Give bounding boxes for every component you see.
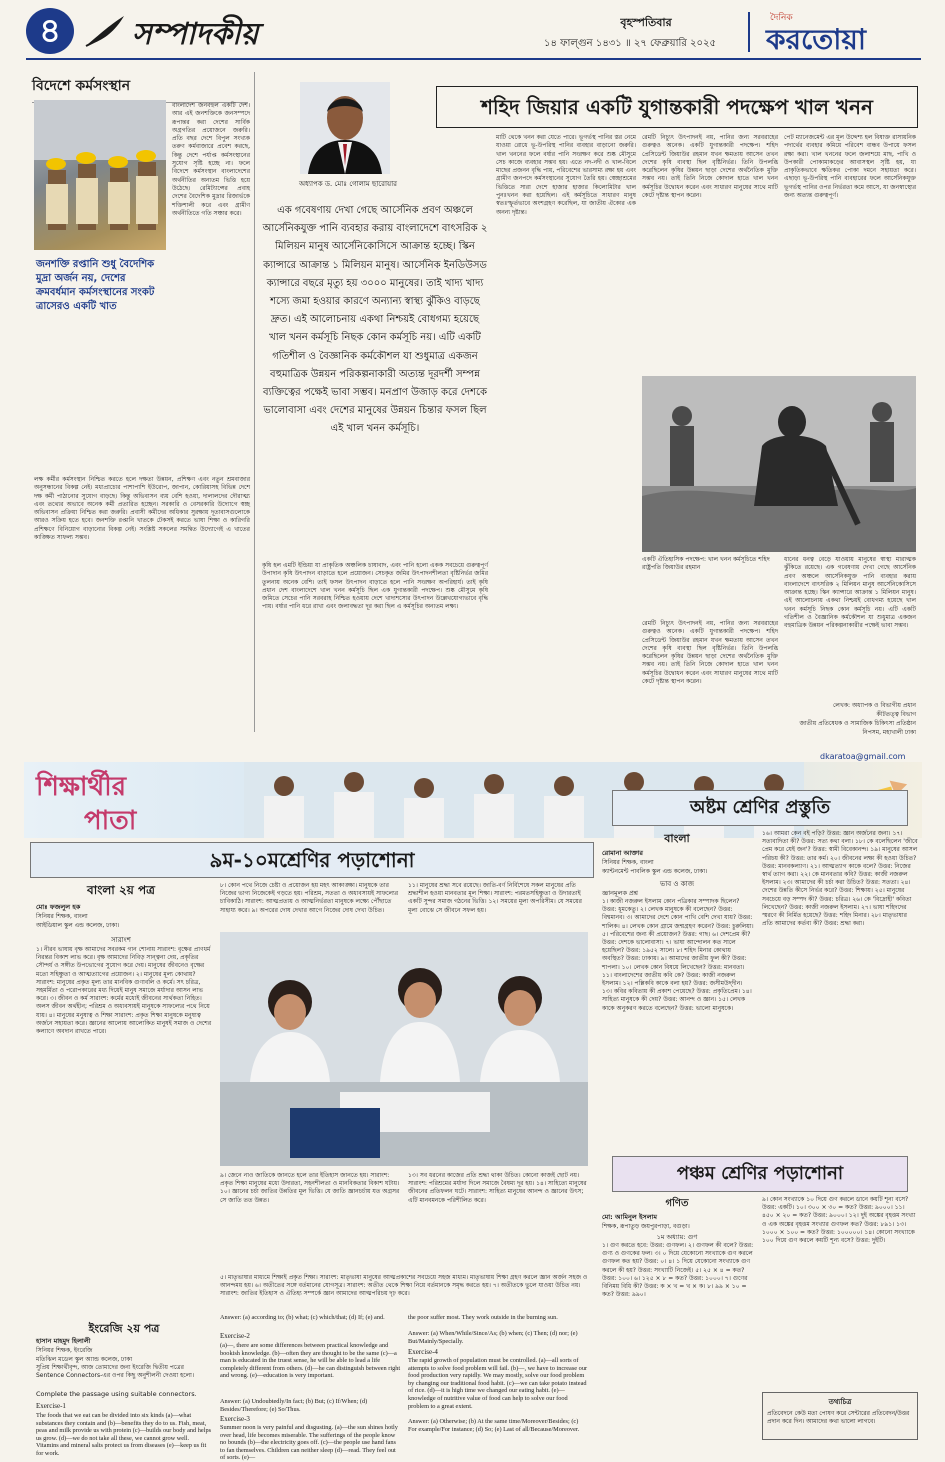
- english-intro: সুপ্রিয় শিক্ষার্থীবৃন্দ, আজ তোমাদের জন্য ইংরেজি দ্বিতীয় পত্রের Sentence Connectors-এর ওপর কিছু অনুশীলনী দেওয়া হলো।: [36, 1364, 195, 1380]
- exercise3-cont: the poor suffer most. They work outside in the burning sun.: [408, 1314, 558, 1321]
- grade8-section: [598, 790, 920, 1150]
- english-teacher-school: মতিঝিল মডেল স্কুল অ্যান্ড কলেজ, ঢাকা: [36, 1356, 133, 1363]
- grade5-chapter: ১ম অধ্যায়: গুণ: [656, 1233, 698, 1241]
- grade5-section: [598, 1156, 920, 1442]
- grade8-teacher-name: রোমানা আক্তার: [602, 849, 643, 857]
- exercise4-text: The rapid growth of population must be controlled. (a)—all sorts of attempts to solve food problem will fail. (b)—, we have to increase our food production very rapidly. We may mostly, solve our food problem by changing our traditional food habit. (c)—we can take potato instead of rice. (d)—it is high time we changed our eating habit. (e)—knowledge of nutritive value of food can help to solve our food problem to a great extent.: [408, 1357, 588, 1410]
- canal-digging-photo: [642, 376, 916, 552]
- author-bio-2: কীটতত্ত্ব বিভাগ: [876, 711, 916, 718]
- grade9-column-d-visible: ৫। মাতৃভাষার মাধ্যমে শিক্ষাই প্রকৃত শিক্ষা। সারাংশ: মাতৃভাষা মানুষের আত্মপ্রকাশের সবচেয়ে সহজ মাধ্যম। মাতৃভাষায় শিক্ষা গ্রহণ করলে জ্ঞান অর্জন সহজ ও আনন্দময় হয়। ৬। অতীতের সঙ্গে বর্তমানের যোগসূত্র। সারাংশ: অতীত থেকে শিক্ষা নিয়ে বর্তমানকে সমৃদ্ধ করতে হয়। ৭। অতীতকে ভুলে যাওয়া উচিত নয়। সারাংশ: জাতির ইতিহাস ও ঐতিহ্য সম্পর্কে জ্ঞান আমাদের আত্মপরিচয় দৃঢ় করে।: [220, 1274, 588, 1298]
- exercise3-answer: Answer: (a) When/While/Since/As; (b) when; (c) Then; (d) nor; (e) But/Mainly/Specially.: [408, 1330, 578, 1345]
- english-title: ইংরেজি ২য় পত্র: [88, 1322, 160, 1335]
- grade8-teacher-role: সিনিয়র শিক্ষক, বাংলা: [602, 859, 654, 866]
- masthead: [0, 0, 945, 66]
- grade8-column-left: ১। কাজী নজরুল ইসলাম কোন পত্রিকার সম্পাদক ছিলেন? উত্তর: ধূমকেতু। ২। লেখক মানুষকে কী বলেছেন? উত্তর: বিশ্বমানব। ৩। আমাদের দেশে কোন পাখি বেশি দেখা যায়? উত্তর: শালিক। ৪। লেখক কোন গ্রামে জন্মগ্রহণ করেন? উত্তর: চুরুলিয়া। ৫। পরিবেশের জন্য কী প্রয়োজন? উত্তর: গাছ। ৬। দেশপ্রেম কী? উত্তর: দেশকে ভালোবাসা। ৭। ভাষা আন্দোলন কত সালে হয়েছিল? উত্তর: ১৯৫২ সালে। ৮। শহিদ মিনার কোথায় অবস্থিত? উত্তর: ঢাকায়। ৯। আমাদের জাতীয় ফুল কী? উত্তর: শাপলা। ১০। লেখক কোন বিষয়ে লিখেছেন? উত্তর: মানবতা। ১১। বাংলাদেশের জাতীয় কবি কে? উত্তর: কাজী নজরুল ইসলাম। ১২। পল্লিকবি কাকে বলা হয়? উত্তর: জসীমউদ্‌দীন। ১৩। কবির কবিতায় কী প্রকাশ পেয়েছে? উত্তর: প্রকৃতিপ্রেম। ১৪। সাহিত্য মানুষকে কী দেয়? উত্তর: আনন্দ ও জ্ঞান। ১৫। লেখক কাকে অনুকরণ করতে বলেছেন? উত্তর: ভালো মানুষকে।: [602, 898, 754, 1012]
- summary-label: সারাংশ: [111, 936, 131, 944]
- grade8-chapter: ভাব ও কাজ: [660, 880, 694, 888]
- canal-photo-caption: একটি ঐতিহাসিক পদক্ষেপ: খাল খনন কর্মসূচিতে শহিদ রাষ্ট্রপতি জিয়াউর রহমান: [642, 556, 770, 571]
- grade5-subject: গণিত: [665, 1198, 689, 1209]
- grade9-column-f: ১৩। সব ধরনের কাজের প্রতি শ্রদ্ধা থাকা উচিত। কোনো কাজই ছোট নয়। সারাংশ: পরিশ্রমের মর্যাদা দিলে সমাজে বৈষম্য দূর হয়। ১৪। সাহিত্যে মানুষের জীবনের প্রতিফলন ঘটে। সারাংশ: সাহিত্য মানুষের আনন্দ ও জ্ঞানের উৎস; এটি মানবমনকে পরিশীলিত করে।: [408, 1172, 587, 1204]
- english-teacher-role: সিনিয়র শিক্ষক, ইংরেজি: [36, 1347, 93, 1354]
- editorial-title: বিদেশে কর্মসংস্থান: [32, 74, 248, 103]
- grade9-heading: ৯ম-১০মশ্রেণির পড়াশোনা: [30, 842, 594, 878]
- grade5-heading: পঞ্চম শ্রেণির পড়াশোনা: [612, 1156, 908, 1192]
- grade9-teacher-role: সিনিয়র শিক্ষক, বাংলা: [36, 913, 88, 920]
- author-bio-1: লেখক: অধ্যাপক ও বিভাগীয় প্রধান: [832, 702, 916, 709]
- banner-title-line1: শিক্ষার্থীর: [36, 772, 127, 802]
- main-column-3: রেমটি নিচ্যুৎ উৎপাদনই নয়, পানির জন্য সরবরাহের গুরুত্বও অনেক। একটি যুগান্তকারী পদক্ষেপ। শহিদ প্রেসিডেন্ট জিয়াউর রহমান যখন ক্ষমতায় আসেন তখন দেশের কৃষি ব্যবস্থা ছিল বৃষ্টিনির্ভর। তিনি উপলব্ধি করেছিলেন কৃষির উন্নয়ন ছাড়া দেশের অর্থনৈতিক মুক্তি সম্ভব নয়। তাই তিনি নিজে কোদাল হাতে খাল খনন কর্মসূচির উদ্বোধন করেন এবং সাধারণ মানুষের সাথে মাটি কেটে দৃষ্টান্ত স্থাপন করেন।: [642, 134, 778, 200]
- author-photo: [300, 82, 390, 174]
- exercise3-title: Exercise-3: [220, 1415, 250, 1423]
- footer-title: তথ্যচিত্র: [828, 1398, 852, 1406]
- exercise3-text: Summer noon is very painful and disgusting. (a)—the sun shines hotly over head, life becomes miserable. The sufferings of the people know no bounds (b)—the electricity goes off. (c)—the people use hand fans to fan themselves. Children can neither sleep (d)—read. They feel out of sorts. (e)—: [220, 1424, 398, 1462]
- grade9-teacher-name: মোঃ ফজলুল হক: [36, 903, 81, 911]
- grade5-footer-box: [762, 1392, 918, 1440]
- editorial-pull-quote: জনশক্তি রপ্তানি শুধু বৈদেশিক মুদ্রা অর্জন নয়, দেশের ক্রমবর্ধমান কর্মসংস্থানের সংকট ত্রাসেরও একটি খাত: [36, 259, 155, 312]
- grade8-teacher-school: ক্যান্টনমেন্ট পাবলিক স্কুল এন্ড কলেজ, ঢাকা।: [602, 868, 708, 875]
- grade9-subject-title: বাংলা ২য় পত্র: [87, 883, 155, 897]
- banner-title-line2: পাতা: [84, 806, 137, 836]
- main-column-3b: রেমটি নিচ্যুৎ উৎপাদনই নয়, পানির জন্য সরবরাহের গুরুত্বও অনেক। একটি যুগান্তকারী পদক্ষেপ। শহিদ প্রেসিডেন্ট জিয়াউর রহমান যখন ক্ষমতায় আসেন তখন দেশের কৃষি ব্যবস্থা ছিল বৃষ্টিনির্ভর। তিনি উপলব্ধি করেছিলেন কৃষির উন্নয়ন ছাড়া দেশের অর্থনৈতিক মুক্তি সম্ভব নয়। তাই তিনি নিজে কোদাল হাতে খাল খনন কর্মসূচির উদ্বোধন করেন এবং সাধারণ মানুষের সাথে মাটি কেটে দৃষ্টান্ত স্থাপন করেন।: [642, 620, 778, 686]
- grade8-column-right: ১৬। আমরা কেন বই পড়ি? উত্তর: জ্ঞান অর্জনের জন্য। ১৭। সত্যবাদিতা কী? উত্তর: সত্য কথা বলা। ১৮। কে বলেছিলেন 'জীবে প্রেম করে যেই জন'? উত্তর: স্বামী বিবেকানন্দ। ১৯। মানুষের আসল পরিচয় কী? উত্তর: তার কর্ম। ২০। জীবনের লক্ষ্য কী হওয়া উচিত? উত্তর: মানবকল্যাণ। ২১। আত্মত্যাগ কাকে বলে? উত্তর: নিজের স্বার্থ ত্যাগ করা। ২২। কে মানবতার কবি? উত্তর: কাজী নজরুল ইসলাম। ২৩। আমাদের কী চর্চা করা উচিত? উত্তর: সততা। ২৪। দেশের উন্নতি কীসে নির্ভর করে? উত্তর: শিক্ষায়। ২৫। মানুষের সবচেয়ে বড় সম্পদ কী? উত্তর: চরিত্র। ২৬। কে 'বিদ্রোহী' কবিতা লিখেছেন? উত্তর: কাজী নজরুল ইসলাম। ২৭। ভাষা শহিদদের স্মরণে কী নির্মিত হয়েছে? উত্তর: শহিদ মিনার। ২৮। মাতৃভাষার প্রতি আমাদের কর্তব্য কী? উত্তর: শ্রদ্ধা করা।: [762, 830, 918, 928]
- grade9-column-a: ১। নীরব ভাষায় বৃক্ষ আমাদের সবরকম গান শোনায় সারাংশ: বৃক্ষের প্রাণধর্ম নিরন্তর বিকাশ লাভ করে। বৃক্ষ আমাদের নিবিড় সান্ত্বনা দেয়, প্রকৃতির সৌন্দর্য ও সঙ্গীত উপভোগের সুযোগ করে দেয়। মানুষের জীবনেও বৃক্ষের মতো সহিষ্ণুতা ও আত্মত্যাগের প্রয়োজন। ২। মানুষের মূল্য কোথায়? সারাংশ: মানুষের প্রকৃত মূল্য তার মানবিক গুণাবলি ও কর্মে। সৎ চরিত্র, সহমর্মিতা ও পরোপকারের মধ্য দিয়েই মানুষ সমাজে মর্যাদার আসন লাভ করে। ৩। জীবন ও কর্ম সারাংশ: কর্মের মধ্যেই জীবনের সার্থকতা নিহিত। অলস জীবন অর্থহীন; পরিশ্রম ও অধ্যবসায়ই মানুষকে সাফল্যের পথে নিয়ে যায়। ৪। মানুষের মনুষ্যত্ব ও শিক্ষা সারাংশ: প্রকৃত শিক্ষা মানুষকে মনুষ্যত্ব অর্জনে সহায়তা করে। জ্ঞানের আলোয় আলোকিত মানুষই সমাজ ও দেশের কল্যাণে অবদান রাখতে পারে।: [36, 946, 212, 1036]
- english-teacher-name: হাসান মাহমুদ হিলালী: [36, 1337, 91, 1345]
- grade5-column-left: ১। গুণ করতে হবে: উত্তর: গুণফল। ২। গুণফল কী বলে? উত্তর: গুণ্য ও গুণকের ফল। ৩। ০ দিয়ে যেকোনো সংখ্যাকে গুণ করলে গুণফল কত হয়? উত্তর: ০। ৪। ১ দিয়ে যেকোনো সংখ্যাকে গুণ করলে কী হয়? উত্তর: সংখ্যাটি নিজেই। ৫। ২৫ × ৪ = কত? উত্তর: ১০০। ৬। ১২৫ × ৮ = কত? উত্তর: ১০০০। ৭। গুণের বিনিময় বিধি কী? উত্তর: ক × খ = খ × ক। ৮। ৯৯ × ১০ = কত? উত্তর: ৯৯০।: [602, 1242, 754, 1299]
- grade9-section: [30, 842, 592, 1462]
- grade9-column-c: ১১। মানুষের শ্রদ্ধা সবে রয়েছে। জাতি-বর্ণ নির্বিশেষে সকল মানুষের প্রতি শ্রদ্ধাশীল হওয়া মানবতার মূল শিক্ষা। সারাংশ: পরমতসহিষ্ণুতা ও উদারতাই একটি সুন্দর সমাজ গঠনের ভিত্তি। ১২। সময়ের মূল্য অপরিসীম। যে সময়ের মূল্য বোঝে সে জীবনে সফল হয়।: [408, 882, 582, 914]
- main-pull-quote: এক গবেষণায় দেখা গেছে আর্সেনিক প্রবণ অঞ্চলে আর্সেনিকযুক্ত পানি ব্যবহার করায় বাংলাদেশে বাৎসরিক ২ মিলিয়ন মানুষ আর্সেনিকোসিসে আক্রান্ত হচ্ছে। স্কিন ক্যান্সারে আক্রান্ত ১ মিলিয়ন মানুষ। আর্সেনিক ইনডিউসড ক্যান্সারে বছরে মৃত্যু হয় ৩০০০ মানুষের। তাই খাদ্য খাদ্য শস্যে জমা হওয়ার কারণে অন্যান্য স্বাস্থ্য ঝুঁকিও বাড়ছে দ্রুত। এই আলোচনায় একথা নিশ্চয়ই বোধগম্য হয়েছে খাল খনন কর্মসূচি নিছক কোন কর্মসূচি নয়। এটি একটি গতিশীল ও বৈজ্ঞানিক কর্মকৌশল যা শুধুমাত্র একজন বহুমাত্রিক উন্নয়ন পরিকল্পনাকারী অত্যন্ত দূরদর্শী সম্পন্ন ব্যক্তিত্বের পক্ষেই ভাবা সম্ভব। মনপ্রাণ উজাড় করে দেশকে ভালোবাসা এবং দেশের মানুষের উন্নয়ন চিন্তার ফসল ছিল এই খাল খনন কর্মসূচি।: [262, 205, 488, 435]
- main-headline: শহিদ জিয়ার একটি যুগান্তকারী পদক্ষেপ খাল খনন: [436, 86, 918, 128]
- grade5-teacher-role: শিক্ষক, রূপাতুড় জয়পুরপাড়া, বগুড়া।: [602, 1223, 690, 1230]
- grade5-teacher-name: মো: আমিনুল ইসলাম: [602, 1213, 658, 1221]
- exercise2-text: (a)—, there are some differences between practical knowledge and bookish knowledge. (b)—often they are thought to be the same (c)—a man is educated in the truest sense, he will be able to lead a life completely different from others. (d)—he can distinguish between right and wrong. (e)—education is very important.: [220, 1342, 401, 1380]
- paper-name: করতোয়া: [766, 23, 866, 56]
- grade5-column-right: ৯। কোন সংখ্যাকে ১০ দিয়ে গুণ করলে ডানে কয়টি শূন্য বসে? উত্তর: একটি। ১০। ৩০০ × ৩০ = কত? উত্তর: ৯০০০। ১১। ৪৫০ × ২০ = কত? উত্তর: ৯০০০। ১২। দুই অঙ্কের বৃহত্তম সংখ্যা ও এক অঙ্কের বৃহত্তম সংখ্যার গুণফল কত? উত্তর: ৮৯১। ১৩। ১০০০ × ১০০ = কত? উত্তর: ১০০০০০। ১৪। কোনো সংখ্যাকে ১০০ দিয়ে গুণ করলে কয়টি শূন্য বসে? উত্তর: দুইটি।: [762, 1196, 916, 1245]
- main-column-1: কৃষি হল এমটি ইন্ডিয়া যা প্রাকৃতিক অঞ্চলিক চাষাবাদ, এবং পানি হলো একক সবচেয়ে গুরুত্বপূর্ণ উপাদান কৃষি উৎপাদন বাড়াতে হলে প্রয়োজন। সেচকৃত জমির উৎপাদনশীলতা বৃষ্টিনির্ভর জমির তুলনায় অনেক বেশি। তাই ফসল উৎপাদন বাড়াতে হলে পানি সংরক্ষণ অপরিহার্য। তাই কৃষি প্রধান দেশ বাংলাদেশে খাল খনন কর্মসূচি ছিল এক যুগান্তকারী পদক্ষেপ। শুষ্ক মৌসুমে কৃষি জমিতে সেচের পানি সরবরাহ নিশ্চিত হওয়ায় দেশে খাদ্যশস্যের উৎপাদন উল্লেখযোগ্যভাবে বৃদ্ধি পায়। বর্ষার পানি ধরে রাখা এবং জলাবদ্ধতা দূর করা ছিল এ কর্মসূচির অন্যতম লক্ষ্য।: [262, 562, 488, 611]
- editorial-body-top: বাংলাদেশ জনবহুল একটি দেশ। আর এই জনশক্তিকে জনসম্পদে রূপান্তর করা দেশের সার্বিক অগ্রগতির প্রয়োজনে জরুরি। প্রতি বছর দেশে বিপুল সংখ্যক তরুণ কর্মবাজারে প্রবেশ করছে, কিন্তু দেশে পর্যাপ্ত কর্মসংস্থানের সুযোগ সৃষ্টি হচ্ছে না। ফলে বিদেশে কর্মসংস্থান বাংলাদেশের অর্থনীতির অন্যতম ভিত্তি হয়ে উঠেছে। রেমিট্যান্সের প্রবাহ দেশের বৈদেশিক মুদ্রার রিজার্ভকে শক্তিশালী করে এবং গ্রামীণ অর্থনীতিতে গতি সঞ্চার করে।: [172, 102, 250, 217]
- author-bio-4: নিপসম, মহাখালী ঢাকা: [862, 729, 916, 736]
- complete-prompt: Complete the passage using suitable connectors.: [36, 1390, 197, 1398]
- grade9-column-e: ৯। জেনে নাও জাতিকে জানতে হলে তার ইতিহাস জানতে হয়। সারাংশ: প্রকৃত শিক্ষা মানুষের মধ্যে উদারতা, সহনশীলতা ও মানবিকতার বিকাশ ঘটায়। ১০। জ্ঞানের চর্চা জাতির উন্নতির মূল ভিত্তি। যে জাতি জ্ঞানচর্চায় যত অগ্রসর সে জাতি তত উন্নত।: [220, 1172, 400, 1204]
- day-label: বৃহস্পতিবার: [620, 16, 672, 29]
- exercise2-answer: Answer: (a) Undoubtedly/In fact; (b) But; (c) If/When; (d) Besides/Therefore; (e) So/Thus.: [220, 1398, 368, 1413]
- quill-icon: [84, 12, 128, 48]
- grade8-chapter-sub: জ্ঞানমূলক প্রশ্ন: [602, 889, 638, 897]
- page-number: ৪: [26, 8, 74, 54]
- exercise1-answer: Answer: (a) according to; (b) what; (c) which/that; (d) If; (e) and.: [220, 1314, 385, 1321]
- main-column-5: ধানের ধনত্ব বেড়ে যাওয়ায় মানুষের স্বাস্থ্য মারাত্মক ঝুঁকিতে রয়েছে। এক গবেষণায় দেখা গেছে আর্সেনিক প্রবণ অঞ্চলে আর্সেনিকযুক্ত পানি ব্যবহার করায় বাংলাদেশে বাৎসরিক ২ মিলিয়ন মানুষ আর্সেনিকোসিসে আক্রান্ত হচ্ছে। স্কিন ক্যান্সারে আক্রান্ত ১ মিলিয়ন মানুষ। এই আলোচনায় একথা নিশ্চয়ই বোধগম্য হয়েছে খাল খনন কর্মসূচি নিছক কোন কর্মসূচি নয়। এটি একটি গতিশীল ও বৈজ্ঞানিক কর্মকৌশল যা শুধুমাত্র একজন বহুমাত্রিক উন্নয়ন পরিকল্পনাকারীর পক্ষেই ভাবা সম্ভব।: [784, 556, 916, 630]
- email-label[interactable]: dkaratoa@gmail.com: [820, 752, 906, 761]
- exercise4-answer: Answer: (a) Otherwise; (b) At the same time/Moreover/Besides; (c) For example/For instance; (d) So; (e) Last of all/Because/Moreover.: [408, 1418, 580, 1433]
- masthead-divider: [748, 12, 750, 52]
- grade8-heading: অষ্টম শ্রেণির প্রস্তুতি: [612, 790, 908, 826]
- exercise1-title: Exercise-1: [36, 1402, 66, 1410]
- editorial-body-bottom: লক্ষ কর্মীর কর্মসংস্থান নিশ্চিত করতে হলে দক্ষতা উন্নয়ন, প্রশিক্ষণ এবং নতুন শ্রমবাজার অনুসন্ধানের বিকল্প নেই। মধ্যপ্রাচ্যের পাশাপাশি ইউরোপ, জাপান, কোরিয়াসহ বিভিন্ন দেশে দক্ষ কর্মী পাঠানোর সুযোগ বাড়ছে। কিন্তু অভিবাসন ব্যয় বেশি হওয়া, দালালদের দৌরাত্ম্য এবং তথ্যের অভাবে অনেক কর্মী প্রতারিত হচ্ছেন। সরকারি ও বেসরকারি উদ্যোগে স্বচ্ছ অভিবাসন প্রক্রিয়া নিশ্চিত করা জরুরি। প্রবাসী কর্মীদের অধিকার সুরক্ষায় দূতাবাসগুলোকে আরও সক্রিয় হতে হবে। জনশক্তি রপ্তানি খাতকে টেকসই করতে ভাষা শিক্ষা ও কারিগরি প্রশিক্ষণে বিনিয়োগ বাড়ানোর বিকল্প নেই। সংশ্লিষ্ট সকলের সমন্বিত উদ্যোগেই এ খাতের কাঙ্ক্ষিত সাফল্য সম্ভব।: [34, 476, 250, 542]
- students-classroom-photo: [220, 932, 588, 1166]
- main-column-2: মাটি থেকে খনন করা যেতে পারে। ভূগর্ভস্থ পানির স্তর নেমে যাওয়া রোধে ভূ-উপরিস্থ পানির ব্যবহার বাড়ানো জরুরি। খাল খননের ফলে বর্ষার পানি সংরক্ষণ করে শুষ্ক মৌসুমে সেচ কাজে ব্যবহার সম্ভব হয়। এতে নদ-নদী ও খাল-বিলে মাছের প্রজনন বৃদ্ধি পায়, পরিবেশের ভারসাম্য রক্ষা হয় এবং গ্রামীণ জনপদে কর্মসংস্থানের সুযোগ তৈরি হয়। স্বেচ্ছাশ্রমের ভিত্তিতে সারা দেশে হাজার হাজার কিলোমিটার খাল পুনঃখনন করা হয়েছিল। এই কর্মসূচিতে সাধারণ মানুষ স্বতঃস্ফূর্তভাবে অংশগ্রহণ করেছিল, যা জাতীয় ঐক্যের এক অনন্য দৃষ্টান্ত।: [496, 134, 636, 216]
- footer-text: প্রতিবেদনে কেউ মতা পোষণ করে সেন্টারের প্রতিবেদন/উত্তর প্রদান করে দিন। আমাদের কথা ভালো লাগবে।: [767, 1410, 910, 1425]
- main-column-4: পেট ম্যানেজমেন্ট এর মূল উদ্দেশ্য হল বিষাক্ত রাসায়নিক পদার্থের ব্যবহার কমিয়ে পরিবেশ বান্ধব উপায়ে ফসল রক্ষা করা। খাল খননের ফলে জলাশয়ে মাছ, পাখি ও উপকারী পোকামাকড়ের আবাসস্থল সৃষ্টি হয়, যা প্রাকৃতিকভাবে ক্ষতিকর পোকা দমনে সহায়তা করে। এছাড়া ভূ-উপরিস্থ পানি ব্যবহারের ফলে আর্সেনিকযুক্ত ভূগর্ভস্থ পানির ওপর নির্ভরতা কমে আসে, যা জনস্বাস্থ্যের জন্য অত্যন্ত গুরুত্বপূর্ণ।: [784, 134, 916, 200]
- grade9-teacher-school: আইডিয়াল স্কুল এন্ড কলেজ, ঢাকা।: [36, 922, 120, 929]
- author-bio-3: জাতীয় প্রতিষেধক ও সামাজিক চিকিৎসা প্রতিষ্ঠান: [799, 720, 916, 727]
- grade8-subject: বাংলা: [664, 832, 690, 845]
- exercise1-text: The foods that we eat can be divided into six kinds (a)—what substances they contain and (b)—benefits they do to us. Fish, meat, peas and milk provide us with protein (c)—builds our body and helps us grow. (d)—we do not take all these, we cannot grow well. Vitamins and mineral salts protect us from diseases (e)—keep us fit for work.: [36, 1412, 212, 1457]
- date-label: ১৪ ফাল্গুন ১৪৩১ ॥ ২৭ ফেব্রুয়ারি ২০২৫: [544, 38, 716, 49]
- exercise4-title: Exercise-4: [408, 1348, 438, 1356]
- left-editorial: [30, 72, 255, 732]
- workers-photo: [34, 100, 166, 250]
- main-article: [258, 72, 920, 748]
- exercise2-title: Exercise-2: [220, 1332, 250, 1340]
- author-caption: অধ্যাপক ড. মোঃ গোলাম ছারোয়ার: [298, 180, 398, 188]
- paper-small-label: দৈনিক: [770, 13, 793, 23]
- section-title: সম্পাদকীয়: [132, 17, 259, 52]
- grade9-column-b: ৮। কোন পথে নিজে চেষ্টা ও প্রয়োজন হয় মহৎ আকাঙ্ক্ষা। মানুষকে তার নিজের ভাগ্য নিজেকেই গড়তে হয়। পরিশ্রম, সততা ও অধ্যবসায়ই সাফল্যের চাবিকাঠি। সারাংশ: আত্মপ্রত্যয় ও আত্মনির্ভরতা মানুষকে লক্ষ্যে পৌঁছাতে সাহায্য করে। ৯। অপরের দোষ দেখার আগে নিজের দোষ দেখা উচিত।: [220, 882, 399, 914]
